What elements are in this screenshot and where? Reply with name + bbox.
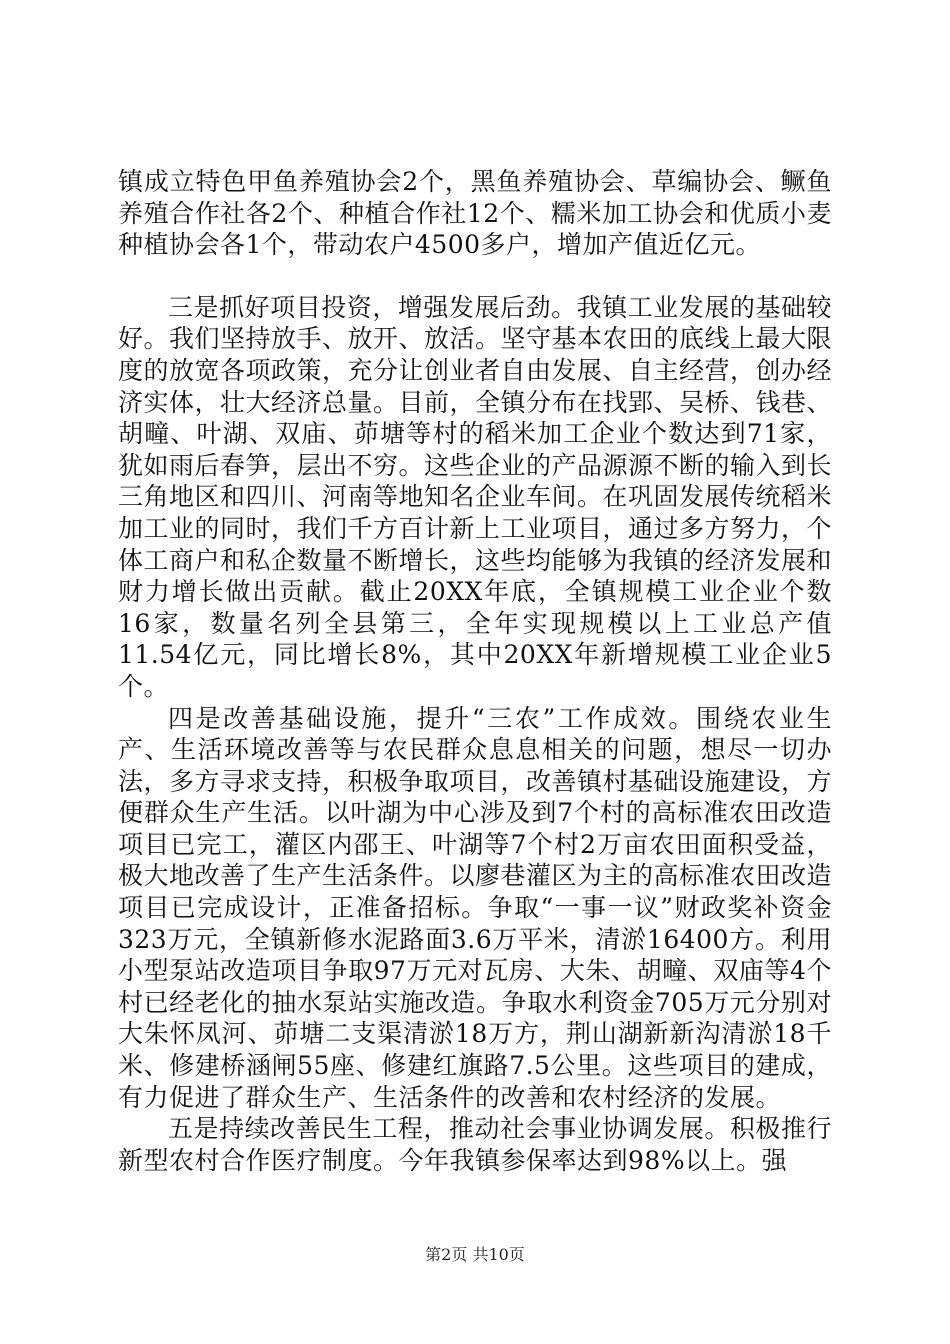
paragraph-3: 四是改善基础设施，提升“三农”工作成效。围绕农业生产、生活环境改善等与农民群众息息相关的问题，想尽一切办法，多方寻求支持，积极争取项目，改善镇村基础设施建设，方便群众生产生活。以叶湖为中心涉及到7个村的高标准农田改造项目已完工，灌区内邵王、叶湖等7个村2万亩农田面积受益，极大地改善了生产生活条件。以廖巷灌区为主的高标准农田改造项目已完成设计，正准备招标。争取“一事一议”财政奖补资金323万元，全镇新修水泥路面3.6万平米，清淤16400方。利用小型泵站改造项目争取97万元对瓦房、大朱、胡疃、双庙等4个村已经老化的抽水泵站实施改造。争取水利资金705万元分别对大朱怀凤河、茆塘二支渠清淤18万方，荆山湖新新沟清淤18千米、修建桥涵闸55座、修建红旗路7.5公里。这些项目的建成，有力促进了群众生产、生活条件的改善和农村经济的发展。 (118, 703, 833, 1112)
document-body (118, 166, 832, 1176)
paragraph-1: 镇成立特色甲鱼养殖协会2个，黑鱼养殖协会、草编协会、鳜鱼养殖合作社各2个、种植合作社12个、糯米加工协会和优质小麦种植协会各1个，带动农户4500多户，增加产值近亿元。 (118, 167, 832, 260)
paragraph-4: 五是持续改善民生工程，推动社会事业协调发展。积极推行新型农村合作医疗制度。今年我镇参保率达到98%以上。强 (118, 1114, 832, 1175)
paragraph-2: 三是抓好项目投资，增强发展后劲。我镇工业发展的基础较好。我们坚持放手、放开、放活。坚守基本农田的底线上最大限度的放宽各项政策，充分让创业者自由发展、自主经营，创办经济实体，壮大经济总量。目前，全镇分布在找郢、吴桥、钱巷、胡疃、叶湖、双庙、茆塘等村的稻米加工企业个数达到71家，犹如雨后春笋，层出不穷。这些企业的产品源源不断的输入到长三角地区和四川、河南等地知名企业车间。在巩固发展传统稻米加工业的同时，我们千方百计新上工业项目，通过多方努力，个体工商户和私企数量不断增长，这些均能够为我镇的经济发展和财力增长做出贡献。截止20XX年底，全镇规模工业企业个数16家，数量名列全县第三，全年实现规模以上工业总产值11.54亿元，同比增长8%，其中20XX年新增规模工业企业5个。 (118, 292, 833, 701)
paragraph-spacer (118, 261, 832, 292)
page-number: 第2页 共10页 (425, 1245, 525, 1264)
page-footer (0, 1244, 950, 1266)
